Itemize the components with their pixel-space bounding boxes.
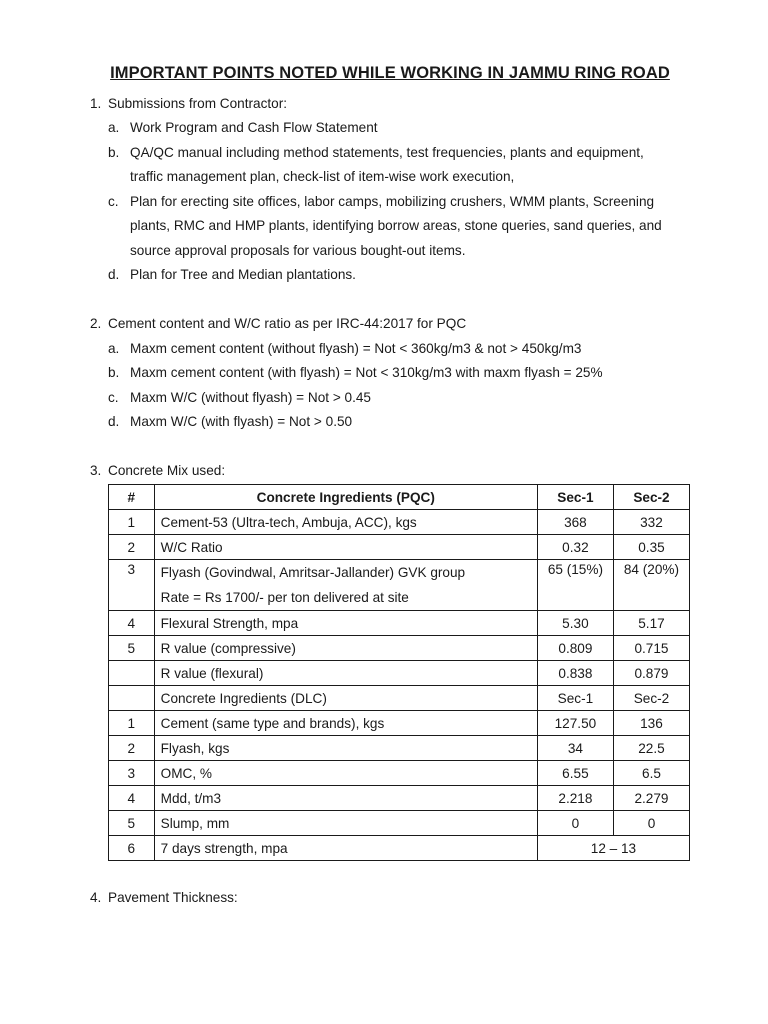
- table-row: [109, 711, 690, 736]
- table-cell: 2: [109, 736, 155, 761]
- table-cell: 3: [109, 761, 155, 786]
- header-cell: Sec-1: [537, 485, 613, 510]
- table-cell: Flyash, kgs: [154, 736, 537, 761]
- section-number: 2.: [90, 316, 102, 331]
- item-letter: b.: [108, 365, 120, 380]
- table-cell: 5.17: [613, 611, 689, 636]
- table-cell: OMC, %: [154, 761, 537, 786]
- table-cell: 7 days strength, mpa: [154, 836, 537, 861]
- table-cell: 1: [109, 510, 155, 535]
- document-title: IMPORTANT POINTS NOTED WHILE WORKING IN JAMMU RING ROAD: [110, 64, 670, 82]
- table-cell: 5.30: [537, 611, 613, 636]
- table-cell: 368: [537, 510, 613, 535]
- item-text: Maxm cement content (with flyash) = Not < 310kg/m3 with maxm flyash = 25%: [130, 365, 603, 380]
- table-row: [109, 661, 690, 686]
- table-cell: Flexural Strength, mpa: [154, 611, 537, 636]
- table-subheader-cell: Sec-1: [537, 686, 613, 711]
- header-cell: Sec-2: [613, 485, 689, 510]
- table-cell: 4: [109, 611, 155, 636]
- table-row: [109, 811, 690, 836]
- table-cell-line: Rate = Rs 1700/- per ton delivered at site: [160, 590, 409, 605]
- table-header-row: [109, 485, 690, 510]
- table-row: [109, 560, 690, 611]
- table-cell: 2: [109, 535, 155, 560]
- table-cell: Slump, mm: [154, 811, 537, 836]
- table-row: [109, 611, 690, 636]
- table-cell: [154, 560, 537, 611]
- table-cell: 34: [537, 736, 613, 761]
- table-merged-cell: 12 – 13: [537, 836, 689, 861]
- table-subheader-row: [109, 686, 690, 711]
- header-cell: Concrete Ingredients (PQC): [154, 485, 537, 510]
- item-text: plants, RMC and HMP plants, identifying borrow areas, stone queries, sand queries, and: [130, 218, 662, 233]
- table-cell: 5: [109, 636, 155, 661]
- section-number: 1.: [90, 96, 102, 111]
- table-cell: 0.715: [613, 636, 689, 661]
- table-cell: 136: [613, 711, 689, 736]
- table-cell: 127.50: [537, 711, 613, 736]
- header-cell: #: [109, 485, 155, 510]
- table-row: [109, 510, 690, 535]
- section-heading: Pavement Thickness:: [108, 890, 238, 905]
- table-cell: 0.35: [613, 535, 689, 560]
- table-cell: 2.218: [537, 786, 613, 811]
- item-letter: d.: [108, 267, 120, 282]
- table-cell: 6.5: [613, 761, 689, 786]
- table-cell: 2.279: [613, 786, 689, 811]
- section-heading: Concrete Mix used:: [108, 463, 226, 478]
- item-text: QA/QC manual including method statements, test frequencies, plants and equipment,: [130, 145, 644, 160]
- table-cell: 84 (20%): [613, 560, 689, 611]
- item-text: Maxm W/C (without flyash) = Not > 0.45: [130, 390, 371, 405]
- section-heading: Cement content and W/C ratio as per IRC-44:2017 for PQC: [108, 316, 467, 331]
- item-text: Plan for erecting site offices, labor camps, mobilizing crushers, WMM plants, Screening: [130, 194, 655, 209]
- table-cell: 332: [613, 510, 689, 535]
- section-number: 4.: [90, 890, 102, 905]
- table-row: [109, 535, 690, 560]
- item-letter: c.: [108, 194, 119, 209]
- table-cell: R value (flexural): [154, 661, 537, 686]
- table-cell: 6: [109, 836, 155, 861]
- item-letter: c.: [108, 390, 119, 405]
- table-row: [109, 836, 690, 861]
- table-cell: 0.879: [613, 661, 689, 686]
- table-cell: 0.809: [537, 636, 613, 661]
- table-cell: Mdd, t/m3: [154, 786, 537, 811]
- table-cell: 4: [109, 786, 155, 811]
- table-cell: 0: [613, 811, 689, 836]
- table-cell: 6.55: [537, 761, 613, 786]
- table-cell: Cement-53 (Ultra-tech, Ambuja, ACC), kgs: [154, 510, 537, 535]
- item-text: source approval proposals for various bought-out items.: [130, 243, 466, 258]
- item-text: Maxm cement content (without flyash) = Not < 360kg/m3 & not > 450kg/m3: [130, 341, 582, 356]
- section-heading: Submissions from Contractor:: [108, 96, 288, 111]
- item-letter: a.: [108, 341, 120, 356]
- item-letter: b.: [108, 145, 120, 160]
- table-cell: [109, 661, 155, 686]
- item-text: Maxm W/C (with flyash) = Not > 0.50: [130, 414, 353, 429]
- table-cell: Cement (same type and brands), kgs: [154, 711, 537, 736]
- table-cell: 3: [109, 560, 155, 611]
- table-cell: 65 (15%): [537, 560, 613, 611]
- item-text: Work Program and Cash Flow Statement: [130, 120, 378, 135]
- item-letter: a.: [108, 120, 120, 135]
- concrete-mix-table: [108, 484, 690, 861]
- item-letter: d.: [108, 414, 120, 429]
- table-cell: W/C Ratio: [154, 535, 537, 560]
- item-text: traffic management plan, check-list of item-wise work execution,: [130, 169, 515, 184]
- table-subheader-cell: Concrete Ingredients (DLC): [154, 686, 537, 711]
- item-text: Plan for Tree and Median plantations.: [130, 267, 356, 282]
- table-row: [109, 636, 690, 661]
- table-cell: R value (compressive): [154, 636, 537, 661]
- table-cell: [109, 686, 155, 711]
- table-cell: 0.838: [537, 661, 613, 686]
- table-cell: 5: [109, 811, 155, 836]
- table-row: [109, 786, 690, 811]
- table-subheader-cell: Sec-2: [613, 686, 689, 711]
- table-cell: 22.5: [613, 736, 689, 761]
- table-cell: 0: [537, 811, 613, 836]
- table-row: [109, 761, 690, 786]
- table-row: [109, 736, 690, 761]
- section-number: 3.: [90, 463, 102, 478]
- table-cell-line: Flyash (Govindwal, Amritsar-Jallander) GVK group: [160, 565, 466, 580]
- table-cell: 1: [109, 711, 155, 736]
- table-cell: 0.32: [537, 535, 613, 560]
